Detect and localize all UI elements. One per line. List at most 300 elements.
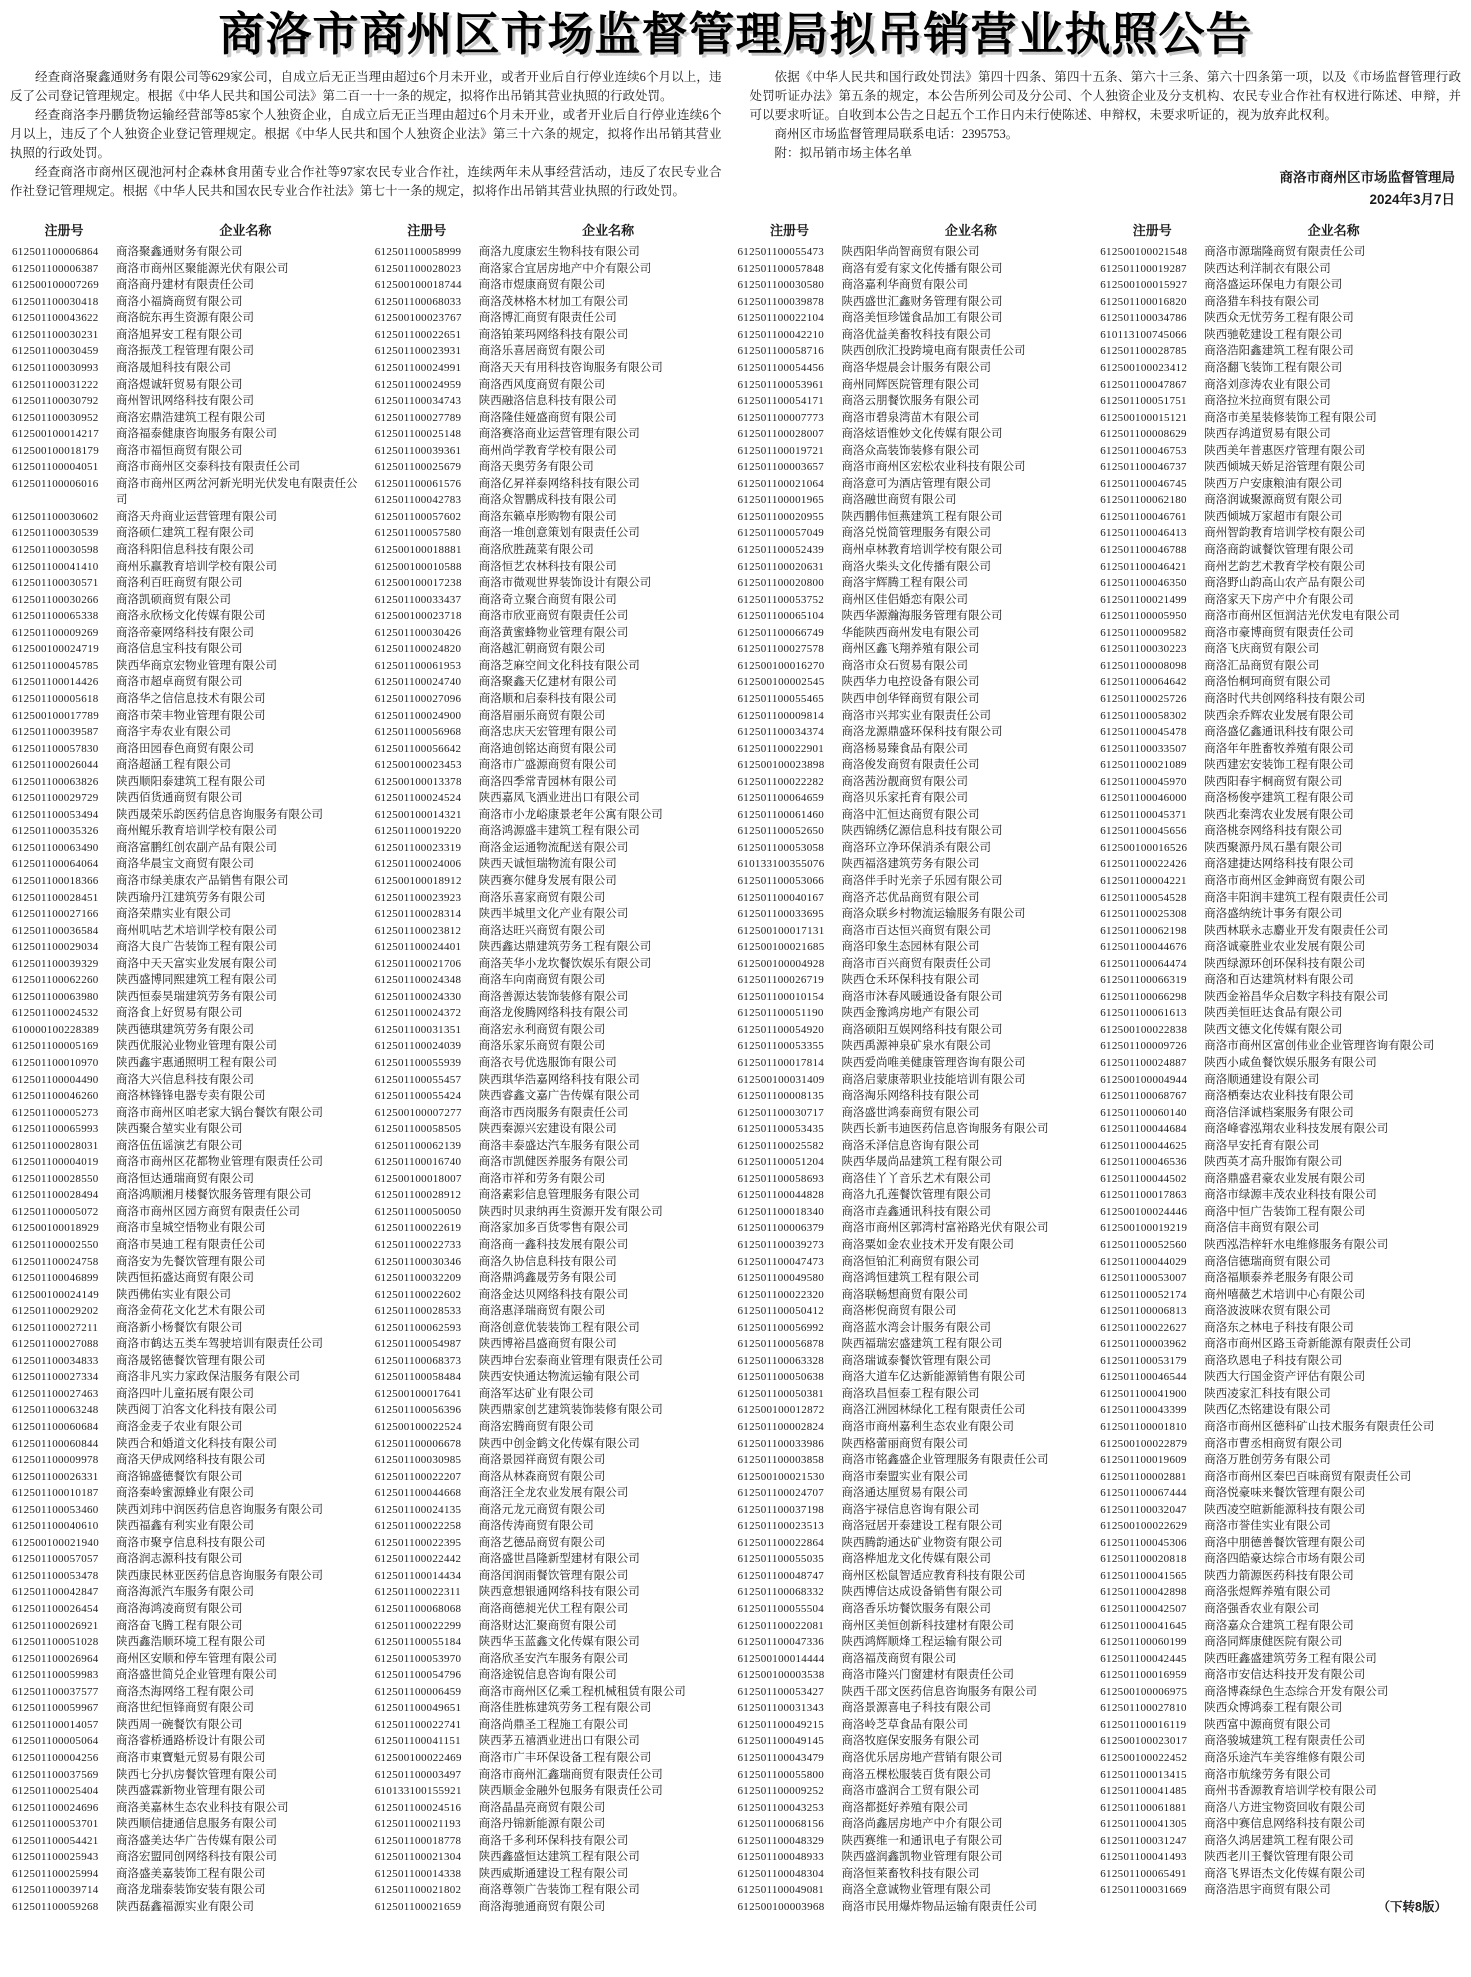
company-name: 商洛市煜康商贸有限公司	[478, 279, 606, 292]
reg-number: 612501100039361	[374, 444, 462, 457]
table-row	[736, 625, 1099, 642]
table-row	[1098, 1336, 1461, 1353]
reg-number: 612500100023718	[374, 610, 462, 623]
reg-number: 612501100022741	[374, 1718, 462, 1731]
company-name: 商洛禾泽信息咨询有限公司	[841, 1139, 980, 1152]
reg-number: 612501100022299	[374, 1619, 462, 1632]
reg-number: 612500100018744	[374, 279, 462, 292]
company-name: 商洛景园祥商贸有限公司	[478, 1454, 606, 1467]
reg-number: 612501100028494	[12, 1189, 99, 1202]
table-row	[373, 1254, 736, 1271]
reg-number: 612501100024758	[12, 1255, 99, 1268]
company-name: 商洛环立净环保消杀有限公司	[841, 841, 991, 854]
table-row	[10, 509, 373, 526]
table-row	[373, 343, 736, 360]
table-row	[10, 1667, 373, 1684]
company-name: 陕西阳华尚智商贸有限公司	[841, 246, 980, 259]
reg-number: 612500100024446	[1100, 1205, 1188, 1218]
reg-number: 612501100021089	[1100, 759, 1187, 772]
company-name: 陕西天诚恒瑞物流有限公司	[478, 858, 617, 871]
table-row	[736, 1800, 1099, 1817]
table-row	[10, 1717, 373, 1734]
table-row	[10, 757, 373, 774]
table-row	[1098, 1072, 1461, 1089]
reg-number: 612501100019220	[374, 825, 462, 838]
company-name: 商洛大兴信息科技有限公司	[116, 1073, 254, 1086]
reg-number: 612501100046761	[1100, 510, 1187, 523]
reg-number: 612501100051204	[737, 1156, 825, 1169]
company-name: 商洛乐喜居商贸有限公司	[478, 345, 606, 358]
table-row	[373, 1568, 736, 1585]
table-row	[736, 1204, 1099, 1221]
company-name: 陕西七分扒房餐饮管理有限公司	[116, 1768, 277, 1781]
reg-number: 612501100026964	[12, 1652, 99, 1665]
reg-number: 612501100064642	[1100, 676, 1187, 689]
reg-number: 612501100032209	[374, 1272, 462, 1285]
company-name: 陕西凌空暄新能源科技有限公司	[1204, 1503, 1366, 1516]
table-row	[736, 244, 1099, 261]
reg-number: 612501100022258	[374, 1520, 462, 1533]
company-name: 商洛润诚聚源商贸有限公司	[1204, 494, 1343, 507]
table-row	[373, 1204, 736, 1221]
table-row	[10, 608, 373, 625]
table-row	[736, 1816, 1099, 1833]
company-name: 陕西老川王餐饮管理有限公司	[1204, 1851, 1354, 1864]
reg-number: 612501100043622	[12, 312, 99, 325]
reg-number: 612501100045970	[1100, 775, 1187, 788]
company-name: 商洛海派汽车服务有限公司	[116, 1586, 254, 1599]
reg-number: 612501100006459	[374, 1685, 462, 1698]
reg-number: 612501100043479	[737, 1751, 825, 1764]
attachment-line: 附：拟吊销市场主体名单	[774, 146, 913, 160]
table-row	[373, 459, 736, 476]
table-row	[1098, 1105, 1461, 1122]
table-row	[1098, 343, 1461, 360]
reg-number: 612501100062180	[1100, 494, 1187, 507]
table-row	[736, 1502, 1099, 1519]
reg-number: 612501100001965	[737, 494, 825, 507]
table-row	[736, 377, 1099, 394]
reg-number: 612501100026719	[737, 974, 825, 987]
table-row	[373, 327, 736, 344]
company-name: 陕西顺金金融外包服务有限责任公司	[478, 1785, 663, 1798]
table-row	[1098, 923, 1461, 940]
intro-section	[10, 68, 1461, 210]
table-row	[736, 360, 1099, 377]
table-row	[373, 823, 736, 840]
company-name: 商洛顺通建设有限公司	[1204, 1073, 1320, 1086]
reg-number: 612501100022864	[737, 1536, 825, 1549]
reg-number: 612501100055465	[737, 692, 825, 705]
company-name: 陕西赛尔健身发展有限公司	[478, 874, 617, 887]
table-row	[736, 476, 1099, 493]
table-row	[373, 856, 736, 873]
reg-number: 612501100016740	[374, 1156, 462, 1169]
table-row	[10, 1187, 373, 1204]
table-row	[373, 1601, 736, 1618]
company-name: 商洛市垚鑫通讯科技有限公司	[841, 1205, 991, 1218]
table-row	[10, 525, 373, 542]
reg-number: 612501100018340	[737, 1205, 825, 1218]
company-name: 商洛锦盛德餐饮有限公司	[116, 1470, 243, 1483]
company-name: 商洛淘乐网络科技有限公司	[841, 1090, 980, 1103]
table-row	[373, 1072, 736, 1089]
reg-number: 612500100016270	[737, 659, 825, 672]
reg-number: 612501100058484	[374, 1371, 462, 1384]
reg-number: 612500100018929	[12, 1222, 99, 1235]
table-row	[736, 1700, 1099, 1717]
company-name: 商洛晟铭德餐饮管理有限公司	[116, 1354, 266, 1367]
reg-number: 612501100039714	[12, 1884, 99, 1897]
company-name: 商洛赛洛商业运营管理有限公司	[478, 428, 640, 441]
reg-number: 612501100046745	[1100, 477, 1187, 490]
table-row	[373, 1535, 736, 1552]
reg-number: 612501100030223	[1100, 643, 1187, 656]
company-name: 商洛天舟商业运营管理有限公司	[116, 510, 277, 523]
company-name: 陕西博信达成设备销售有限公司	[841, 1586, 1003, 1599]
reg-number: 612501100024330	[374, 990, 462, 1003]
reg-number: 612501100060684	[12, 1421, 99, 1434]
table-row	[10, 1369, 373, 1386]
company-name: 商洛中天天富实业发展有限公司	[116, 957, 277, 970]
company-name: 商洛恒莱畜牧科技有限公司	[841, 1867, 980, 1880]
reg-number: 612501100046000	[1100, 792, 1187, 805]
company-name: 商洛玖昌恒泰工程有限公司	[841, 1387, 980, 1400]
company-name: 商洛波波咪农贸有限公司	[1204, 1305, 1331, 1318]
reg-number: 612501100030717	[737, 1106, 825, 1119]
reg-number: 612501100053460	[12, 1503, 99, 1516]
table-row	[736, 1535, 1099, 1552]
table-row	[10, 1452, 373, 1469]
company-name: 商洛飞界语杰文化传媒有限公司	[1204, 1867, 1366, 1880]
table-row	[736, 1584, 1099, 1601]
table-row	[1098, 1651, 1461, 1668]
company-name: 商洛市皇城空悟物业有限公司	[116, 1222, 266, 1235]
company-name: 陕西英才高升服饰有限公司	[1204, 1156, 1343, 1169]
table-row	[373, 443, 736, 460]
company-name: 陕西文德文化传媒有限公司	[1204, 1023, 1343, 1036]
reg-number: 612501100004221	[1100, 874, 1187, 887]
company-name: 商洛富鹏红创农副产品有限公司	[116, 841, 277, 854]
company-name: 商洛隆佳娅盛商贸有限公司	[478, 411, 617, 424]
table-row	[373, 1618, 736, 1635]
reg-number: 612501100053961	[737, 378, 825, 391]
reg-number: 612501100054528	[1100, 891, 1187, 904]
company-name: 商洛市商州嘉利生态农业有限公司	[841, 1421, 1014, 1434]
company-name: 商州区佳侣婚恋有限公司	[841, 593, 968, 606]
company-name: 商洛杨易臻食品有限公司	[841, 742, 968, 755]
company-name: 商洛同辉康健医院有限公司	[1204, 1636, 1343, 1649]
table-row	[736, 724, 1099, 741]
reg-number-header: 注册号	[44, 223, 84, 239]
table-row	[1098, 525, 1461, 542]
company-name: 商洛信德瑞商贸有限公司	[1204, 1255, 1331, 1268]
company-name: 商洛中朋德善餐饮管理有限公司	[1204, 1536, 1366, 1549]
table-row	[1098, 443, 1461, 460]
company-name: 商州艺韵艺术教育学校有限公司	[1204, 560, 1366, 573]
company-name: 商洛岭芝草食品有限公司	[841, 1718, 968, 1731]
company-name: 商洛齐芯优品商贸有限公司	[841, 891, 980, 904]
reg-number: 612501100051190	[737, 1007, 824, 1020]
reg-number: 612501100017814	[737, 1056, 825, 1069]
company-name: 商洛市商州区花都物业管理有限责任公司	[116, 1156, 323, 1169]
company-name: 商洛聚鑫天亿建材有限公司	[478, 676, 617, 689]
table-row	[1098, 1518, 1461, 1535]
company-name: 商洛九孔莲餐饮管理有限公司	[841, 1189, 991, 1202]
table-row	[10, 1138, 373, 1155]
table-row	[1098, 1154, 1461, 1171]
company-name: 陕西众无忧劳务工程有限公司	[1204, 312, 1354, 325]
company-name: 商洛市商州区郭湾村富裕路光伏有限公司	[841, 1222, 1049, 1235]
reg-number: 612500100023412	[1100, 362, 1188, 375]
table-row	[10, 1088, 373, 1105]
company-name: 商洛食上好贸易有限公司	[116, 1007, 243, 1020]
table-row	[373, 1237, 736, 1254]
table-row	[373, 1882, 736, 1899]
table-row	[736, 641, 1099, 658]
company-name: 商洛世纪恒锋商贸有限公司	[116, 1702, 254, 1715]
table-row	[1098, 1783, 1461, 1800]
table-row	[1098, 1436, 1461, 1453]
company-name: 商州乐赢教育培训学校有限公司	[116, 560, 277, 573]
company-name: 商洛传涛商贸有限公司	[478, 1520, 594, 1533]
company-name: 商洛尚鑫居房地产中介有限公司	[841, 1818, 1003, 1831]
table-row	[736, 840, 1099, 857]
reg-number: 612501100055800	[737, 1768, 825, 1781]
reg-number: 612501100029729	[12, 792, 99, 805]
reg-number: 612501100065338	[12, 610, 99, 623]
reg-number: 612501100027463	[12, 1387, 99, 1400]
company-name: 陕西美恒旺达食品有限公司	[1204, 1007, 1343, 1020]
company-name: 商洛强香农业有限公司	[1204, 1603, 1320, 1616]
table-row	[373, 774, 736, 791]
reg-number: 612500100021940	[12, 1536, 99, 1549]
reg-number: 612501100026331	[12, 1470, 99, 1483]
reg-number: 612501100061953	[374, 659, 462, 672]
reg-number: 612501100022651	[374, 328, 462, 341]
reg-number: 612501100004256	[12, 1751, 99, 1764]
company-name: 商州卓林教育培训学校有限公司	[841, 544, 1003, 557]
table-row	[1098, 1254, 1461, 1271]
company-name: 商洛市兴邦实业有限责任公司	[841, 709, 991, 722]
table-row	[373, 939, 736, 956]
reg-number: 612501100018778	[374, 1834, 462, 1847]
reg-number-header: 注册号	[407, 223, 447, 239]
table-row	[1098, 1833, 1461, 1850]
reg-number: 612501100030539	[12, 527, 99, 540]
table-row	[1098, 890, 1461, 907]
table-row	[10, 1651, 373, 1668]
company-name: 商洛煜诚轩贸易有限公司	[116, 378, 243, 391]
company-name: 商洛牧庭保安服务有限公司	[841, 1735, 980, 1748]
company-name: 商洛久鸿居建筑工程有限公司	[1204, 1834, 1354, 1847]
reg-number: 612501100026454	[12, 1603, 99, 1616]
table-row	[373, 592, 736, 609]
reg-number: 612501100053752	[737, 593, 825, 606]
table-row	[736, 1452, 1099, 1469]
table-row	[736, 1154, 1099, 1171]
table-row	[1098, 807, 1461, 824]
company-name: 陕西阅丁泊客文化科技有限公司	[116, 1404, 277, 1417]
table-row	[1098, 856, 1461, 873]
company-name: 陕西存鸿道贸易有限公司	[1204, 428, 1331, 441]
table-row	[10, 1436, 373, 1453]
company-name: 商洛四叶儿童拓展有限公司	[116, 1387, 254, 1400]
table-row	[10, 1502, 373, 1519]
company-name: 商洛汪全龙农业发展有限公司	[478, 1487, 629, 1500]
table-row	[373, 509, 736, 526]
company-name: 商洛艺德品商贸有限公司	[478, 1536, 606, 1549]
company-name: 商洛盛纳统计事务有限公司	[1204, 908, 1343, 921]
table-row	[1098, 1502, 1461, 1519]
company-name: 商洛乐家乐商贸有限公司	[478, 1040, 606, 1053]
reg-number: 612501100060844	[12, 1437, 99, 1450]
reg-number: 612501100022207	[374, 1470, 462, 1483]
company-name: 商洛善源达装饰装修有限公司	[478, 990, 629, 1003]
reg-number: 612500100017789	[12, 709, 99, 722]
company-name: 陕西佛佑实业有限公司	[116, 1288, 231, 1301]
company-name: 陕西千邵文医药信息咨询服务有限公司	[841, 1685, 1037, 1698]
company-name: 陕西仓禾环保科技有限公司	[841, 974, 980, 987]
table-row	[1098, 741, 1461, 758]
reg-number: 612501100008098	[1100, 659, 1187, 672]
company-name: 陕西盛润鑫凯物业管理有限公司	[841, 1851, 1003, 1864]
company-name: 陕西顺阳泰建筑工程有限公司	[116, 775, 266, 788]
table-row	[10, 790, 373, 807]
reg-number: 612501100009726	[1100, 1040, 1187, 1053]
reg-number: 612501100030426	[374, 626, 462, 639]
table-row	[736, 443, 1099, 460]
company-name: 商洛尚鼎圣工程施工有限公司	[478, 1718, 629, 1731]
reg-number: 612501100033507	[1100, 742, 1187, 755]
company-name: 商洛一堆创意策划有限责任公司	[478, 527, 640, 540]
table-row	[373, 923, 736, 940]
company-name: 陕西盛霖新物业管理有限公司	[116, 1785, 266, 1798]
table-row	[10, 1866, 373, 1883]
table-row	[10, 559, 373, 576]
table-row	[373, 708, 736, 725]
company-name: 商洛海驰通商贸有限公司	[478, 1900, 606, 1913]
company-name: 商洛芝麻空间文化科技有限公司	[478, 659, 640, 672]
table-row	[1098, 1485, 1461, 1502]
reg-number: 612501100021064	[737, 477, 825, 490]
reg-number: 612501100058716	[737, 345, 825, 358]
company-name: 商洛市凯健医养服务有限公司	[478, 1156, 629, 1169]
reg-number: 612501100027166	[12, 908, 99, 921]
table-row	[736, 1303, 1099, 1320]
table-row	[736, 774, 1099, 791]
table-row	[10, 1005, 373, 1022]
reg-number: 612501100058999	[374, 246, 462, 259]
table-row	[10, 890, 373, 907]
company-name: 商洛商德昶光伏工程有限公司	[478, 1603, 629, 1616]
company-name: 陕西康民林亚医药信息咨询服务有限公司	[116, 1569, 323, 1582]
reg-number: 612501100062593	[374, 1321, 462, 1334]
table-row	[1098, 1634, 1461, 1651]
table-row	[736, 1237, 1099, 1254]
reg-number: 612501100057848	[737, 262, 825, 275]
company-name: 商洛东之林电子科技有限公司	[1204, 1321, 1354, 1334]
company-name-header: 企业名称	[219, 223, 272, 239]
reg-number: 612501100059967	[12, 1702, 99, 1715]
table-row	[1098, 939, 1461, 956]
reg-number: 612501100006813	[1100, 1305, 1187, 1318]
company-name: 陕西华玉蓝鑫文化传媒有限公司	[478, 1636, 640, 1649]
table-row	[1098, 1601, 1461, 1618]
table-row	[736, 592, 1099, 609]
reg-number: 612501100065993	[12, 1123, 99, 1136]
table-row	[736, 1254, 1099, 1271]
table-row	[1098, 1287, 1461, 1304]
reg-number: 612501100027211	[12, 1321, 99, 1334]
table-row	[10, 1204, 373, 1221]
company-name: 商洛市昊迪工程有限责任公司	[116, 1239, 266, 1251]
reg-number: 612501100009582	[1100, 626, 1187, 639]
company-name: 商洛联畅想商贸有限公司	[841, 1288, 968, 1301]
company-name: 商洛市隆兴门窗建材有限责任公司	[841, 1669, 1014, 1682]
table-row	[1098, 1551, 1461, 1568]
table-row	[10, 691, 373, 708]
reg-number: 612501100031351	[374, 1023, 462, 1036]
reg-number: 612501100048304	[737, 1867, 825, 1880]
company-name: 商洛景源喜电子科技有限公司	[841, 1702, 991, 1715]
company-name: 商洛市商州区交泰科技有限责任公司	[116, 461, 300, 474]
reg-number: 612501100056642	[374, 742, 462, 755]
reg-number: 612501100041645	[1100, 1619, 1187, 1632]
table-row	[373, 1833, 736, 1850]
table-row	[373, 1369, 736, 1386]
table-row	[10, 1237, 373, 1254]
table-row	[10, 244, 373, 261]
reg-number: 612500100023767	[374, 312, 462, 325]
reg-number: 612501100055035	[737, 1553, 825, 1566]
table-row	[736, 1121, 1099, 1138]
table-row	[373, 1436, 736, 1453]
company-name: 商洛黄蜜蜂物业管理有限公司	[478, 626, 629, 639]
reg-number: 612501100005072	[12, 1205, 99, 1218]
reg-number: 612501100022602	[374, 1288, 462, 1301]
table-row	[10, 1154, 373, 1171]
reg-number: 612501100048329	[737, 1834, 825, 1847]
reg-number: 612501100006379	[737, 1222, 825, 1235]
reg-number: 612501100068373	[374, 1354, 462, 1367]
reg-number: 610133100155921	[374, 1785, 462, 1798]
company-name: 陕西福瑞宏盛建筑工程有限公司	[841, 1338, 1003, 1351]
table-row	[1098, 1584, 1461, 1601]
table-row	[10, 1816, 373, 1833]
company-name: 商洛忠庆天宏管理有限公司	[478, 726, 617, 739]
reg-number: 612501100046544	[1100, 1371, 1187, 1384]
table-row	[736, 1105, 1099, 1122]
reg-number: 612500100006975	[1100, 1685, 1188, 1698]
reg-number: 612501100030602	[12, 510, 99, 523]
reg-number: 612501100052439	[737, 544, 825, 557]
table-row	[1098, 956, 1461, 973]
table-row	[10, 1700, 373, 1717]
reg-number: 612501100036584	[12, 924, 99, 937]
reg-number: 612501100068033	[374, 295, 462, 308]
reg-number: 612501100063248	[12, 1404, 99, 1417]
reg-number: 612501100033695	[737, 908, 825, 921]
reg-number: 612501100048747	[737, 1569, 825, 1582]
reg-number: 612501100030231	[12, 328, 99, 341]
company-name: 商洛尊领广告装饰工程有限公司	[478, 1884, 640, 1897]
table-row	[373, 956, 736, 973]
reg-number: 612501100025404	[12, 1785, 99, 1798]
table-row	[10, 1551, 373, 1568]
company-name: 陕西北秦湾农业发展有限公司	[1204, 808, 1354, 821]
company-name: 商洛佳丫丫音乐艺术有限公司	[841, 1172, 991, 1185]
